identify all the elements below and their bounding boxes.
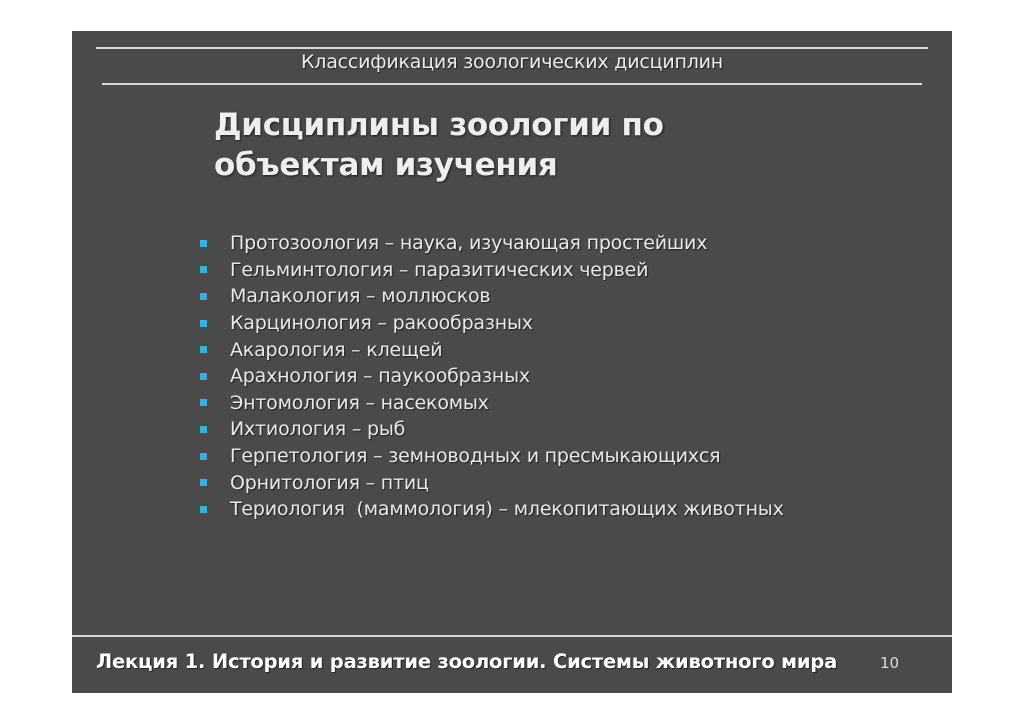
list-item-text: Протозоология – наука, изучающая простейших (230, 232, 708, 255)
list-item-text: Орнитология – птиц (230, 471, 429, 494)
square-bullet-icon (200, 293, 207, 300)
list-item-text: Герпетология – земноводных и пресмыкающихся (230, 445, 721, 468)
footer-rule (72, 635, 952, 637)
page-title-line-2: объектам изучения (214, 147, 558, 183)
list-item-text: Териология (маммология) – млекопитающих животных (230, 498, 784, 521)
slide (72, 31, 952, 693)
list-item (200, 230, 920, 257)
header-rule-bottom (102, 83, 922, 85)
list-item (200, 363, 920, 390)
disciplines-list (200, 230, 920, 523)
list-item-text: Энтомология – насекомых (230, 391, 489, 414)
list-item-text: Карцинология – ракообразных (230, 312, 533, 335)
square-bullet-icon (200, 399, 207, 406)
square-bullet-icon (200, 426, 207, 433)
square-bullet-icon (200, 479, 207, 486)
square-bullet-icon (200, 240, 207, 247)
list-item (200, 310, 920, 337)
square-bullet-icon (200, 266, 207, 273)
header-title: Классификация зоологических дисциплин (300, 51, 724, 73)
square-bullet-icon (200, 373, 207, 380)
footer-title: Лекция 1. История и развитие зоологии. Системы животного мира (96, 650, 838, 673)
header-rule-top (96, 47, 928, 49)
page-title-line-1: Дисциплины зоологии по (214, 107, 664, 143)
list-item (200, 443, 920, 470)
list-item-text: Гельминтология – паразитических червей (230, 258, 649, 281)
square-bullet-icon (200, 453, 207, 460)
list-item (200, 390, 920, 417)
list-item-text: Акарология – клещей (230, 338, 443, 361)
list-item (200, 336, 920, 363)
list-item (200, 469, 920, 496)
list-item (200, 257, 920, 284)
list-item (200, 416, 920, 443)
list-item-text: Ихтиология – рыб (230, 418, 406, 441)
list-item (200, 496, 920, 523)
list-item-text: Арахнология – паукообразных (230, 365, 530, 388)
square-bullet-icon (200, 506, 207, 513)
square-bullet-icon (200, 320, 207, 327)
page-title (214, 105, 774, 185)
square-bullet-icon (200, 346, 207, 353)
page-number: 10 (880, 654, 900, 672)
list-item (200, 283, 920, 310)
list-item-text: Малакология – моллюсков (230, 285, 491, 308)
